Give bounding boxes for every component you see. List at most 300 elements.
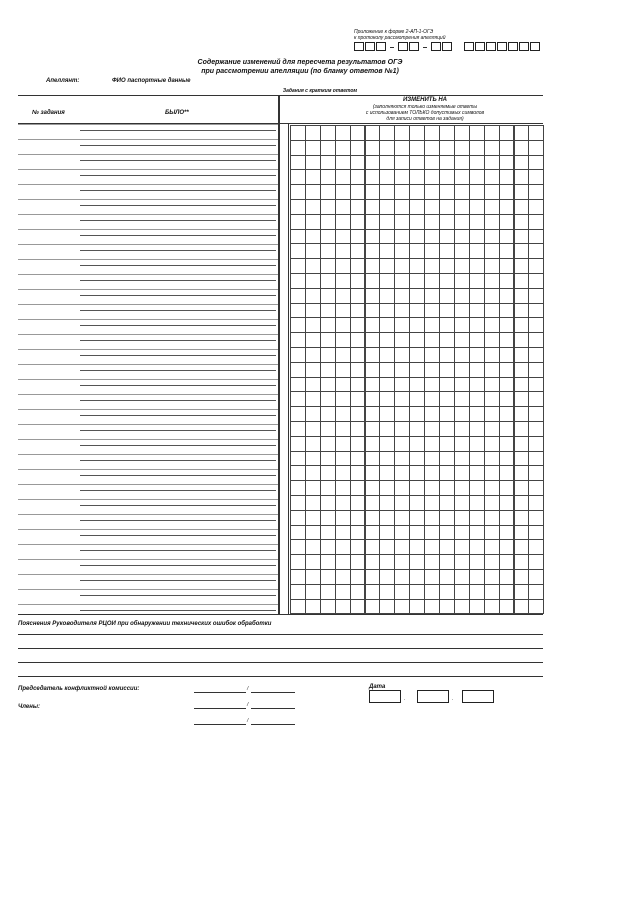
answer-cell[interactable] (514, 229, 530, 245)
answer-cell[interactable] (409, 480, 425, 496)
answer-cell[interactable] (350, 155, 366, 171)
answer-cell[interactable] (290, 258, 306, 274)
answer-cell[interactable] (290, 599, 306, 615)
answer-cell[interactable] (394, 436, 410, 452)
answer-cell[interactable] (424, 391, 440, 407)
answer-cell[interactable] (528, 465, 544, 481)
answer-cell[interactable] (379, 288, 395, 304)
answer-cell[interactable] (305, 377, 321, 393)
answer-cell[interactable] (469, 554, 485, 570)
answer-cell[interactable] (454, 539, 470, 555)
answer-cell[interactable] (394, 377, 410, 393)
answer-cell[interactable] (499, 288, 515, 304)
answer-cell[interactable] (499, 465, 515, 481)
answer-cell[interactable] (514, 584, 530, 600)
answer-cell[interactable] (350, 317, 366, 333)
answer-cell[interactable] (424, 525, 440, 541)
answer-cell[interactable] (469, 125, 485, 141)
answer-cell[interactable] (484, 584, 500, 600)
answer-cell[interactable] (394, 169, 410, 185)
answer-cell[interactable] (335, 569, 351, 585)
answer-cell[interactable] (394, 525, 410, 541)
answer-cell[interactable] (365, 495, 381, 511)
answer-cell[interactable] (350, 377, 366, 393)
answer-cell[interactable] (499, 495, 515, 511)
answer-cell[interactable] (528, 332, 544, 348)
answer-cell[interactable] (454, 599, 470, 615)
answer-cell[interactable] (350, 451, 366, 467)
answer-cell[interactable] (514, 554, 530, 570)
answer-cell[interactable] (514, 599, 530, 615)
answer-cell[interactable] (305, 199, 321, 215)
answer-cell[interactable] (514, 199, 530, 215)
answer-cell[interactable] (409, 436, 425, 452)
answer-cell[interactable] (305, 554, 321, 570)
answer-cell[interactable] (394, 229, 410, 245)
answer-cell[interactable] (409, 451, 425, 467)
answer-cell[interactable] (409, 362, 425, 378)
answer-cell[interactable] (394, 584, 410, 600)
answer-cell[interactable] (499, 317, 515, 333)
answer-cell[interactable] (305, 347, 321, 363)
answer-cell[interactable] (320, 125, 336, 141)
answer-cell[interactable] (350, 169, 366, 185)
answer-cell[interactable] (320, 362, 336, 378)
answer-cell[interactable] (484, 421, 500, 437)
answer-cell[interactable] (514, 495, 530, 511)
answer-cell[interactable] (469, 258, 485, 274)
answer-cell[interactable] (394, 495, 410, 511)
answer-cell[interactable] (379, 525, 395, 541)
chairman-signature-line[interactable] (194, 692, 246, 693)
answer-cell[interactable] (305, 362, 321, 378)
answer-cell[interactable] (409, 258, 425, 274)
answer-cell[interactable] (335, 317, 351, 333)
answer-cell[interactable] (350, 199, 366, 215)
answer-cell[interactable] (335, 406, 351, 422)
answer-cell[interactable] (394, 362, 410, 378)
answer-cell[interactable] (350, 569, 366, 585)
answer-cell[interactable] (365, 258, 381, 274)
answer-cell[interactable] (320, 303, 336, 319)
answer-cell[interactable] (514, 140, 530, 156)
answer-cell[interactable] (350, 584, 366, 600)
answer-cell[interactable] (350, 140, 366, 156)
answer-cell[interactable] (379, 539, 395, 555)
answer-cell[interactable] (424, 288, 440, 304)
answer-cell[interactable] (469, 243, 485, 259)
answer-cell[interactable] (365, 362, 381, 378)
answer-cell[interactable] (528, 391, 544, 407)
answer-cell[interactable] (499, 125, 515, 141)
answer-cell[interactable] (320, 377, 336, 393)
answer-cell[interactable] (499, 243, 515, 259)
answer-cell[interactable] (469, 332, 485, 348)
answer-cell[interactable] (379, 243, 395, 259)
answer-cell[interactable] (320, 554, 336, 570)
answer-cell[interactable] (499, 184, 515, 200)
answer-cell[interactable] (439, 554, 455, 570)
answer-cell[interactable] (365, 510, 381, 526)
answer-cell[interactable] (290, 406, 306, 422)
answer-cell[interactable] (439, 495, 455, 511)
answer-cell[interactable] (290, 465, 306, 481)
answer-cell[interactable] (394, 554, 410, 570)
answer-cell[interactable] (379, 155, 395, 171)
answer-cell[interactable] (454, 554, 470, 570)
answer-cell[interactable] (394, 480, 410, 496)
answer-cell[interactable] (394, 258, 410, 274)
answer-cell[interactable] (528, 362, 544, 378)
answer-cell[interactable] (290, 347, 306, 363)
answer-cell[interactable] (499, 303, 515, 319)
answer-cell[interactable] (528, 599, 544, 615)
answer-cell[interactable] (528, 303, 544, 319)
answer-cell[interactable] (484, 332, 500, 348)
answer-cell[interactable] (528, 480, 544, 496)
answer-cell[interactable] (499, 554, 515, 570)
answer-cell[interactable] (499, 169, 515, 185)
answer-cell[interactable] (484, 214, 500, 230)
answer-cell[interactable] (290, 317, 306, 333)
answer-cell[interactable] (528, 406, 544, 422)
answer-cell[interactable] (290, 273, 306, 289)
answer-cell[interactable] (394, 199, 410, 215)
answer-cell[interactable] (454, 525, 470, 541)
answer-cell[interactable] (379, 184, 395, 200)
answer-cell[interactable] (469, 377, 485, 393)
answer-cell[interactable] (365, 421, 381, 437)
answer-cell[interactable] (484, 184, 500, 200)
answer-cell[interactable] (454, 140, 470, 156)
answer-cell[interactable] (350, 288, 366, 304)
answer-cell[interactable] (469, 288, 485, 304)
answer-cell[interactable] (514, 525, 530, 541)
answer-cell[interactable] (528, 288, 544, 304)
answer-cell[interactable] (379, 303, 395, 319)
answer-cell[interactable] (335, 362, 351, 378)
answer-cell[interactable] (454, 332, 470, 348)
answer-cell[interactable] (290, 495, 306, 511)
answer-cell[interactable] (320, 155, 336, 171)
answer-cell[interactable] (439, 155, 455, 171)
answer-cell[interactable] (409, 525, 425, 541)
answer-cell[interactable] (394, 273, 410, 289)
answer-cell[interactable] (454, 303, 470, 319)
answer-cell[interactable] (454, 155, 470, 171)
answer-cell[interactable] (454, 258, 470, 274)
answer-cell[interactable] (379, 510, 395, 526)
answer-cell[interactable] (454, 377, 470, 393)
answer-cell[interactable] (394, 510, 410, 526)
answer-cell[interactable] (499, 347, 515, 363)
answer-cell[interactable] (290, 303, 306, 319)
answer-cell[interactable] (528, 169, 544, 185)
answer-cell[interactable] (469, 525, 485, 541)
answer-cell[interactable] (335, 169, 351, 185)
answer-cell[interactable] (394, 421, 410, 437)
answer-cell[interactable] (499, 539, 515, 555)
answer-cell[interactable] (514, 317, 530, 333)
answer-cell[interactable] (335, 199, 351, 215)
answer-cell[interactable] (394, 451, 410, 467)
answer-cell[interactable] (514, 332, 530, 348)
answer-cell[interactable] (528, 525, 544, 541)
answer-cell[interactable] (499, 332, 515, 348)
answer-cell[interactable] (365, 480, 381, 496)
answer-cell[interactable] (350, 480, 366, 496)
answer-cell[interactable] (320, 465, 336, 481)
answer-cell[interactable] (528, 554, 544, 570)
answer-cell[interactable] (379, 317, 395, 333)
answer-cell[interactable] (320, 510, 336, 526)
answer-cell[interactable] (514, 465, 530, 481)
answer-cell[interactable] (305, 303, 321, 319)
answer-cell[interactable] (379, 584, 395, 600)
answer-cell[interactable] (350, 599, 366, 615)
answer-cell[interactable] (454, 169, 470, 185)
answer-cell[interactable] (484, 273, 500, 289)
answer-cell[interactable] (424, 377, 440, 393)
answer-cell[interactable] (469, 199, 485, 215)
answer-cell[interactable] (439, 317, 455, 333)
answer-cell[interactable] (514, 288, 530, 304)
answer-cell[interactable] (320, 584, 336, 600)
answer-cell[interactable] (469, 599, 485, 615)
answer-cell[interactable] (528, 184, 544, 200)
answer-cell[interactable] (350, 495, 366, 511)
answer-cell[interactable] (484, 258, 500, 274)
answer-cell[interactable] (350, 391, 366, 407)
answer-cell[interactable] (350, 554, 366, 570)
answer-cell[interactable] (305, 140, 321, 156)
answer-cell[interactable] (394, 243, 410, 259)
answer-cell[interactable] (350, 258, 366, 274)
answer-cell[interactable] (528, 229, 544, 245)
answer-cell[interactable] (320, 199, 336, 215)
answer-cell[interactable] (409, 539, 425, 555)
answer-cell[interactable] (424, 258, 440, 274)
answer-cell[interactable] (365, 317, 381, 333)
answer-cell[interactable] (335, 332, 351, 348)
answer-cell[interactable] (290, 125, 306, 141)
answer-cell[interactable] (469, 539, 485, 555)
answer-cell[interactable] (454, 125, 470, 141)
answer-cell[interactable] (499, 451, 515, 467)
answer-cell[interactable] (439, 465, 455, 481)
answer-cell[interactable] (394, 288, 410, 304)
answer-cell[interactable] (499, 377, 515, 393)
answer-cell[interactable] (499, 199, 515, 215)
answer-cell[interactable] (365, 406, 381, 422)
answer-cell[interactable] (454, 465, 470, 481)
answer-cell[interactable] (320, 288, 336, 304)
answer-cell[interactable] (484, 510, 500, 526)
answer-cell[interactable] (499, 421, 515, 437)
answer-cell[interactable] (379, 169, 395, 185)
answer-cell[interactable] (365, 451, 381, 467)
answer-cell[interactable] (409, 421, 425, 437)
answer-cell[interactable] (454, 436, 470, 452)
answer-cell[interactable] (424, 510, 440, 526)
answer-cell[interactable] (424, 184, 440, 200)
answer-cell[interactable] (454, 347, 470, 363)
answer-cell[interactable] (320, 258, 336, 274)
answer-cell[interactable] (379, 436, 395, 452)
answer-cell[interactable] (305, 155, 321, 171)
answer-cell[interactable] (379, 125, 395, 141)
answer-cell[interactable] (469, 140, 485, 156)
answer-cell[interactable] (365, 377, 381, 393)
member2-name-line[interactable] (251, 724, 295, 725)
answer-cell[interactable] (290, 184, 306, 200)
answer-cell[interactable] (290, 539, 306, 555)
answer-cell[interactable] (394, 391, 410, 407)
answer-cell[interactable] (335, 303, 351, 319)
answer-cell[interactable] (439, 140, 455, 156)
answer-cell[interactable] (365, 569, 381, 585)
answer-cell[interactable] (439, 332, 455, 348)
answer-cell[interactable] (514, 569, 530, 585)
answer-cell[interactable] (409, 155, 425, 171)
answer-cell[interactable] (424, 436, 440, 452)
answer-cell[interactable] (394, 465, 410, 481)
answer-cell[interactable] (290, 525, 306, 541)
notes-line-1[interactable] (18, 634, 543, 635)
answer-cell[interactable] (409, 273, 425, 289)
answer-cell[interactable] (514, 303, 530, 319)
answer-cell[interactable] (305, 480, 321, 496)
answer-cell[interactable] (484, 288, 500, 304)
answer-cell[interactable] (514, 510, 530, 526)
answer-cell[interactable] (379, 406, 395, 422)
answer-cell[interactable] (305, 258, 321, 274)
answer-cell[interactable] (335, 525, 351, 541)
answer-cell[interactable] (365, 288, 381, 304)
answer-cell[interactable] (454, 199, 470, 215)
answer-cell[interactable] (484, 125, 500, 141)
answer-cell[interactable] (439, 451, 455, 467)
answer-cell[interactable] (305, 495, 321, 511)
answer-cell[interactable] (320, 525, 336, 541)
answer-cell[interactable] (305, 406, 321, 422)
answer-cell[interactable] (365, 584, 381, 600)
notes-line-2[interactable] (18, 648, 543, 649)
answer-cell[interactable] (409, 510, 425, 526)
answer-cell[interactable] (469, 421, 485, 437)
answer-cell[interactable] (469, 155, 485, 171)
answer-cell[interactable] (484, 229, 500, 245)
answer-cell[interactable] (469, 229, 485, 245)
answer-cell[interactable] (484, 599, 500, 615)
answer-cell[interactable] (394, 125, 410, 141)
answer-cell[interactable] (290, 140, 306, 156)
answer-cell[interactable] (439, 258, 455, 274)
answer-cell[interactable] (320, 569, 336, 585)
member1-signature-line[interactable] (194, 708, 246, 709)
answer-cell[interactable] (528, 199, 544, 215)
answer-cell[interactable] (424, 584, 440, 600)
answer-cell[interactable] (320, 317, 336, 333)
answer-cell[interactable] (365, 391, 381, 407)
answer-cell[interactable] (424, 199, 440, 215)
answer-cell[interactable] (484, 140, 500, 156)
answer-cell[interactable] (305, 539, 321, 555)
answer-cell[interactable] (499, 480, 515, 496)
answer-cell[interactable] (528, 347, 544, 363)
answer-cell[interactable] (409, 584, 425, 600)
answer-cell[interactable] (424, 480, 440, 496)
answer-cell[interactable] (305, 332, 321, 348)
answer-cell[interactable] (365, 229, 381, 245)
answer-cell[interactable] (350, 525, 366, 541)
answer-cell[interactable] (454, 510, 470, 526)
answer-cell[interactable] (409, 495, 425, 511)
answer-cell[interactable] (409, 303, 425, 319)
answer-cell[interactable] (335, 495, 351, 511)
chairman-name-line[interactable] (251, 692, 295, 693)
answer-cell[interactable] (409, 214, 425, 230)
answer-cell[interactable] (424, 554, 440, 570)
answer-cell[interactable] (394, 347, 410, 363)
answer-cell[interactable] (335, 510, 351, 526)
answer-cell[interactable] (528, 258, 544, 274)
answer-cell[interactable] (350, 436, 366, 452)
answer-cell[interactable] (290, 169, 306, 185)
answer-cell[interactable] (514, 539, 530, 555)
answer-cell[interactable] (409, 243, 425, 259)
answer-cell[interactable] (469, 510, 485, 526)
date-day-box[interactable] (369, 690, 401, 703)
answer-cell[interactable] (320, 480, 336, 496)
answer-cell[interactable] (290, 391, 306, 407)
answer-cell[interactable] (499, 599, 515, 615)
answer-cell[interactable] (424, 332, 440, 348)
answer-cell[interactable] (424, 362, 440, 378)
answer-cell[interactable] (528, 140, 544, 156)
answer-cell[interactable] (305, 599, 321, 615)
answer-cell[interactable] (528, 214, 544, 230)
answer-cell[interactable] (335, 599, 351, 615)
answer-cell[interactable] (484, 480, 500, 496)
answer-cell[interactable] (424, 169, 440, 185)
answer-cell[interactable] (350, 125, 366, 141)
answer-cell[interactable] (335, 347, 351, 363)
answer-cell[interactable] (320, 332, 336, 348)
answer-cell[interactable] (439, 406, 455, 422)
answer-cell[interactable] (290, 554, 306, 570)
answer-cell[interactable] (424, 347, 440, 363)
answer-cell[interactable] (290, 569, 306, 585)
answer-cell[interactable] (424, 495, 440, 511)
answer-cell[interactable] (335, 554, 351, 570)
date-year-box[interactable] (462, 690, 494, 703)
answer-cell[interactable] (484, 554, 500, 570)
answer-cell[interactable] (305, 465, 321, 481)
answer-cell[interactable] (305, 421, 321, 437)
answer-cell[interactable] (439, 599, 455, 615)
answer-cell[interactable] (528, 584, 544, 600)
answer-cell[interactable] (409, 347, 425, 363)
answer-cell[interactable] (394, 539, 410, 555)
answer-cell[interactable] (514, 451, 530, 467)
answer-cell[interactable] (484, 169, 500, 185)
answer-cell[interactable] (350, 214, 366, 230)
answer-cell[interactable] (528, 125, 544, 141)
member1-name-line[interactable] (251, 708, 295, 709)
answer-cell[interactable] (335, 229, 351, 245)
answer-cell[interactable] (484, 243, 500, 259)
